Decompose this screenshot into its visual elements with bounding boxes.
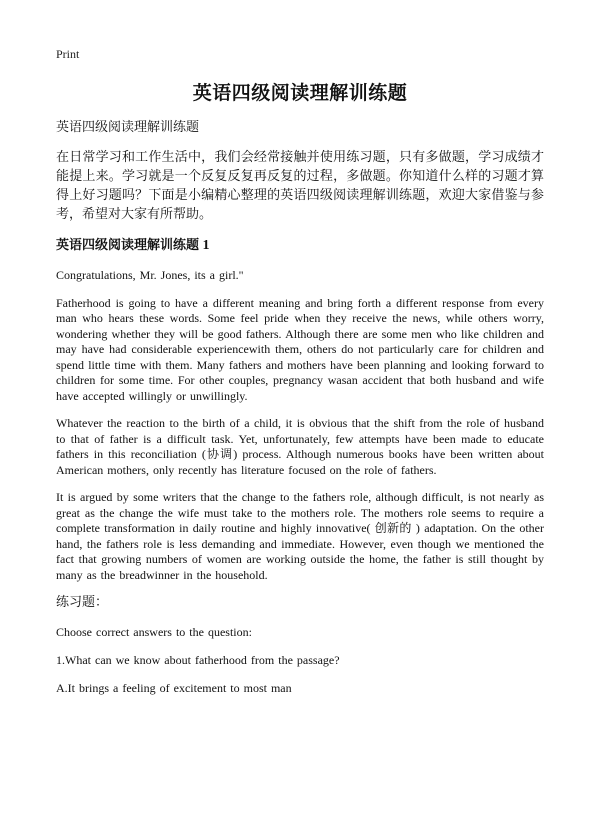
option-a: A.It brings a feeling of excitement to most man <box>56 681 292 695</box>
intro-paragraph: 在日常学习和工作生活中，我们会经常接触并使用练习题，只有多做题，学习成绩才能提上来。学习就是一个反复反复再反复的过程，多做题。你知道什么样的习题才算得上好习题吗？下面是小编精心整理的英语四级阅读理解训练题，欢迎大家借鉴与参考，希望对大家有所帮助。 <box>56 150 544 222</box>
section-heading-number: 1 <box>202 238 210 253</box>
passage-paragraph-3: It is argued by some writers that the change to the fathers role, although difficult, is not nearly as great as the change the wife must take to the mothers role. The mothers role seems to require a complete transformation in daily routine and highly innovative( 创新的 ) adaptation. On the other hand, the fathers role is less demanding and immediate. However, even though we mentioned the fact that growing numbers of women are working outside the home, the father is still thought by many as the breadwinner in the household. <box>56 490 544 582</box>
question-1: 1.What can we know about fatherhood from the passage? <box>56 653 340 667</box>
print-label: Print <box>56 47 80 61</box>
instruction-text: Choose correct answers to the question: <box>56 625 252 639</box>
exercise-label: 练习题： <box>56 595 109 610</box>
section-heading <box>56 236 544 256</box>
passage-paragraph-0: Congratulations, Mr. Jones, its a girl." <box>56 268 244 282</box>
passage-paragraph-1: Fatherhood is going to have a different meaning and bring forth a different response from every man who hears these words. Some feel pride when they receive the news, while others worry, wondering whether they will be good fathers. Although there are some men who like children and may have had considerable experiencewith them, others do not particularly care for children and spend little time with them. Many fathers and mothers have been planning and looking forward to children for some time. For other couples, pregnancy wasan accident that both husband and wife have accepted willingly or unwillingly. <box>56 295 544 403</box>
document-subtitle: 英语四级阅读理解训练题 <box>56 120 200 135</box>
page-title: 英语四级阅读理解训练题 <box>192 82 408 104</box>
passage-paragraph-2: Whatever the reaction to the birth of a child, it is obvious that the shift from the role of husband to that of father is a difficult task. Yet, unfortunately, few attempts have been made to educate fathers in this reconciliation (协调) process. Although numerous books have been written about American mothers, only recently has literature focused on the role of fathers. <box>56 416 544 477</box>
section-heading-text: 英语四级阅读理解训练题 <box>56 238 200 253</box>
